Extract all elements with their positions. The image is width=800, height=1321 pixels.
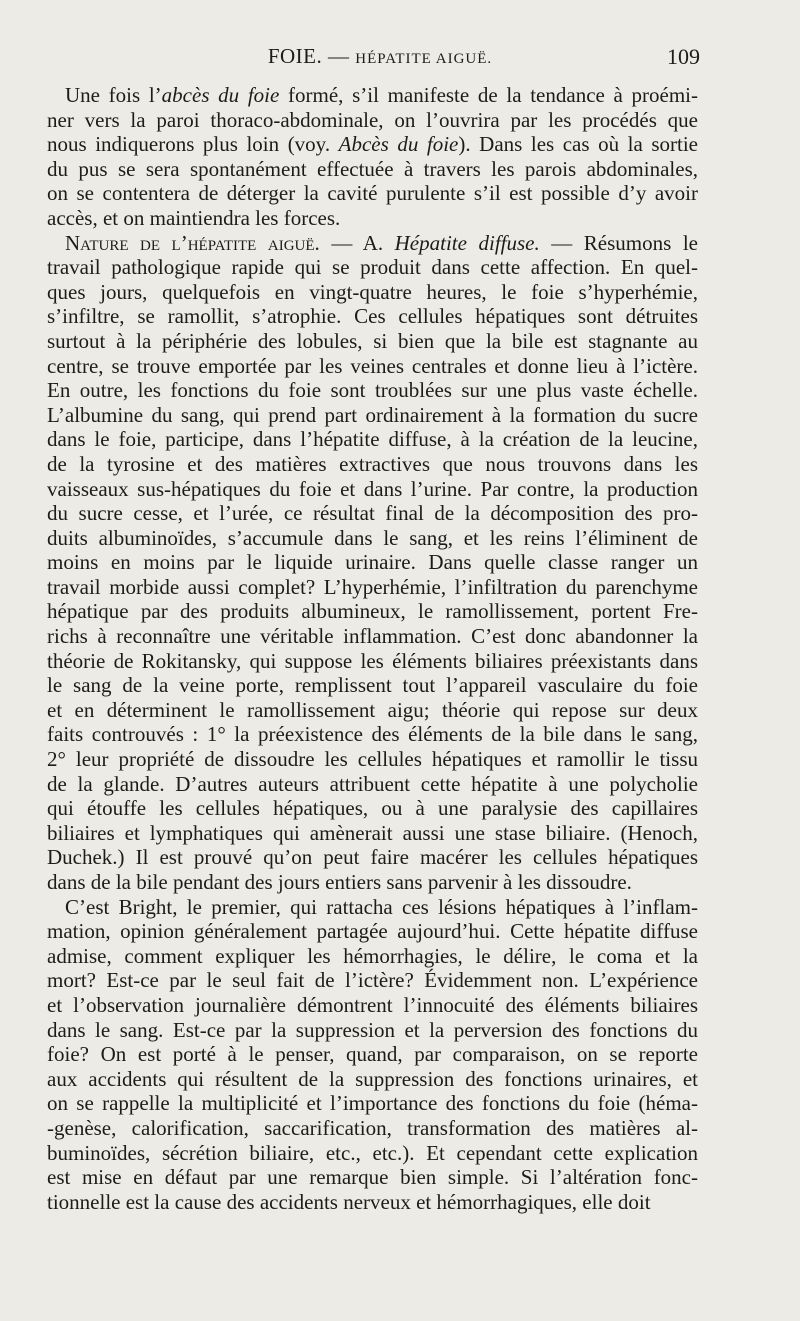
text-line: Duchek.) Il est prouvé qu’on peut faire macérer les cellules hépatiques	[47, 845, 698, 870]
italic-reference: Abcès du foie	[338, 132, 459, 157]
italic-reference: abcès du foie	[161, 83, 280, 107]
text-line: s’infiltre, se ramollit, s’atrophie. Ces cellules hépatiques sont détruites	[47, 304, 698, 329]
heading-continuation: — Résumons le	[539, 230, 698, 255]
text-line: vaisseaux sus-hépatiques du foie et dans l’urine. Par contre, la production	[47, 476, 698, 501]
text-line: centre, se trouve emportée par les veines centrales et donne lieu à l’ictère.	[47, 353, 698, 378]
text-line: mation, opinion généralement partagée aujourd’hui. Cette hépatite diffuse	[47, 919, 698, 944]
text-run: nous indiquerons plus loin (voy.	[47, 132, 339, 157]
text-line: foie? On est porté à le penser, quand, par comparaison, on se reporte	[47, 1042, 698, 1067]
heading-dash: — A.	[319, 230, 395, 255]
text-line: travail morbide aussi complet? L’hyperhémie, l’infiltration du parenchyme	[47, 574, 698, 599]
text-line: buminoïdes, sécrétion biliaire, etc., etc.). Et cependant cette explication	[47, 1140, 698, 1165]
text-line: -genèse, calorification, saccarification, transformation des matières al-	[47, 1115, 698, 1140]
text-line: mort? Est-ce par le seul fait de l’ictère? Évidemment non. L’expérience	[47, 968, 698, 993]
text-line: richs à reconnaître une véritable inflammation. C’est donc abandonner la	[47, 624, 698, 649]
text-line	[47, 83, 698, 108]
text-run: formé, s’il manifeste de la tendance à proémi-	[279, 83, 698, 107]
section-heading: Nature de l’hépatite aiguë.	[65, 230, 320, 255]
text-line: moins en moins par le liquide urinaire. Dans quelle classe ranger un	[47, 550, 698, 575]
text-line: L’albumine du sang, qui prend part ordinairement à la formation du sucre	[47, 402, 698, 427]
running-title-foie: FOIE. —	[267, 44, 356, 68]
running-title	[60, 44, 700, 69]
text-line: 2° leur propriété de dissoudre les cellules hépatiques et ramollir le tissu	[47, 747, 698, 772]
text-line	[47, 132, 698, 157]
text-line: et en déterminent le ramollissement aigu; théorie qui repose sur deux	[47, 697, 698, 722]
section-subheading: Hépatite diffuse.	[394, 230, 540, 255]
page-number: 109	[667, 44, 700, 69]
text-line: admise, comment expliquer les hémorrhagies, le délire, le coma et la	[47, 943, 698, 968]
running-title-hepatite: HÉPATITE AIGUË.	[355, 51, 493, 67]
text-line: faits controuvés : 1° la préexistence des éléments de la bile dans le sang,	[47, 722, 698, 747]
text-line: tionnelle est la cause des accidents nerveux et hémorrhagiques, elle doit	[47, 1189, 651, 1214]
text-line: ques jours, quelquefois en vingt-quatre heures, le foie s’hyperhémie,	[47, 279, 698, 304]
text-line: ner vers la paroi thoraco-abdominale, on l’ouvrira par les procédés que	[47, 107, 698, 132]
text-run: Une fois l’	[65, 83, 162, 107]
body-text	[47, 83, 698, 1214]
text-line: est mise en défaut par une remarque bien simple. Si l’altération fonc-	[47, 1165, 698, 1190]
paragraph-2-first-line	[47, 231, 698, 256]
paragraph-1	[47, 83, 698, 231]
text-line: de la glande. D’autres auteurs attribuent cette hépatite à une polycholie	[47, 771, 698, 796]
text-line: aux accidents qui résultent de la suppression des fonctions urinaires, et	[47, 1066, 698, 1091]
text-line: C’est Bright, le premier, qui rattacha ces lésions hépatiques à l’inflam-	[65, 894, 698, 919]
text-line: du sucre cesse, et l’urée, ce résultat final de la décomposition des pro-	[47, 501, 698, 526]
text-line: surtout à la périphérie des lobules, si bien que la bile est stagnante au	[47, 328, 698, 353]
text-line: on se rappelle la multiplicité et l’importance des fonctions du foie (héma-	[47, 1091, 698, 1116]
text-line: qui étouffe les cellules hépatiques, ou à une paralysie des capillaires	[47, 796, 698, 821]
paragraph-2	[47, 231, 698, 895]
text-line: dans le sang. Est-ce par la suppression et la perversion des fonctions du	[47, 1017, 698, 1042]
text-line: dans de la bile pendant des jours entiers sans parvenir à les dissoudre.	[47, 870, 632, 894]
text-run: ). Dans les cas où la sortie	[458, 132, 698, 157]
text-line: dans le foie, participe, dans l’hépatite diffuse, à la création de la leucine,	[47, 427, 698, 452]
text-line: et l’observation journalière démontrent l’innocuité des éléments biliaires	[47, 992, 698, 1017]
text-line: théorie de Rokitansky, qui suppose les éléments biliaires préexistants dans	[47, 648, 698, 673]
text-line: le sang de la veine porte, remplissent tout l’appareil vasculaire du foie	[47, 673, 698, 698]
text-line: de la tyrosine et des matières extractives que nous trouvons dans les	[47, 451, 698, 476]
text-line: biliaires et lymphatiques qui amènerait aussi une stase biliaire. (Henoch,	[47, 820, 698, 845]
text-line: hépatique par des produits albumineux, le ramollissement, portent Fre-	[47, 599, 698, 624]
paragraph-3	[47, 895, 698, 1215]
text-line: on se contentera de déterger la cavité purulente s’il est possible d’y avoir	[47, 181, 698, 206]
text-line: travail pathologique rapide qui se produit dans cette affection. En quel-	[47, 255, 698, 280]
text-line: du pus se sera spontanément effectuée à travers les parois abdominales,	[47, 156, 698, 181]
running-header	[60, 44, 700, 74]
text-line: duits albuminoïdes, s’accumule dans le sang, et les reins l’éliminent de	[47, 525, 698, 550]
text-line: En outre, les fonctions du foie sont troublées sur une plus vaste échelle.	[47, 378, 698, 403]
text-line: accès, et on maintiendra les forces.	[47, 205, 341, 230]
